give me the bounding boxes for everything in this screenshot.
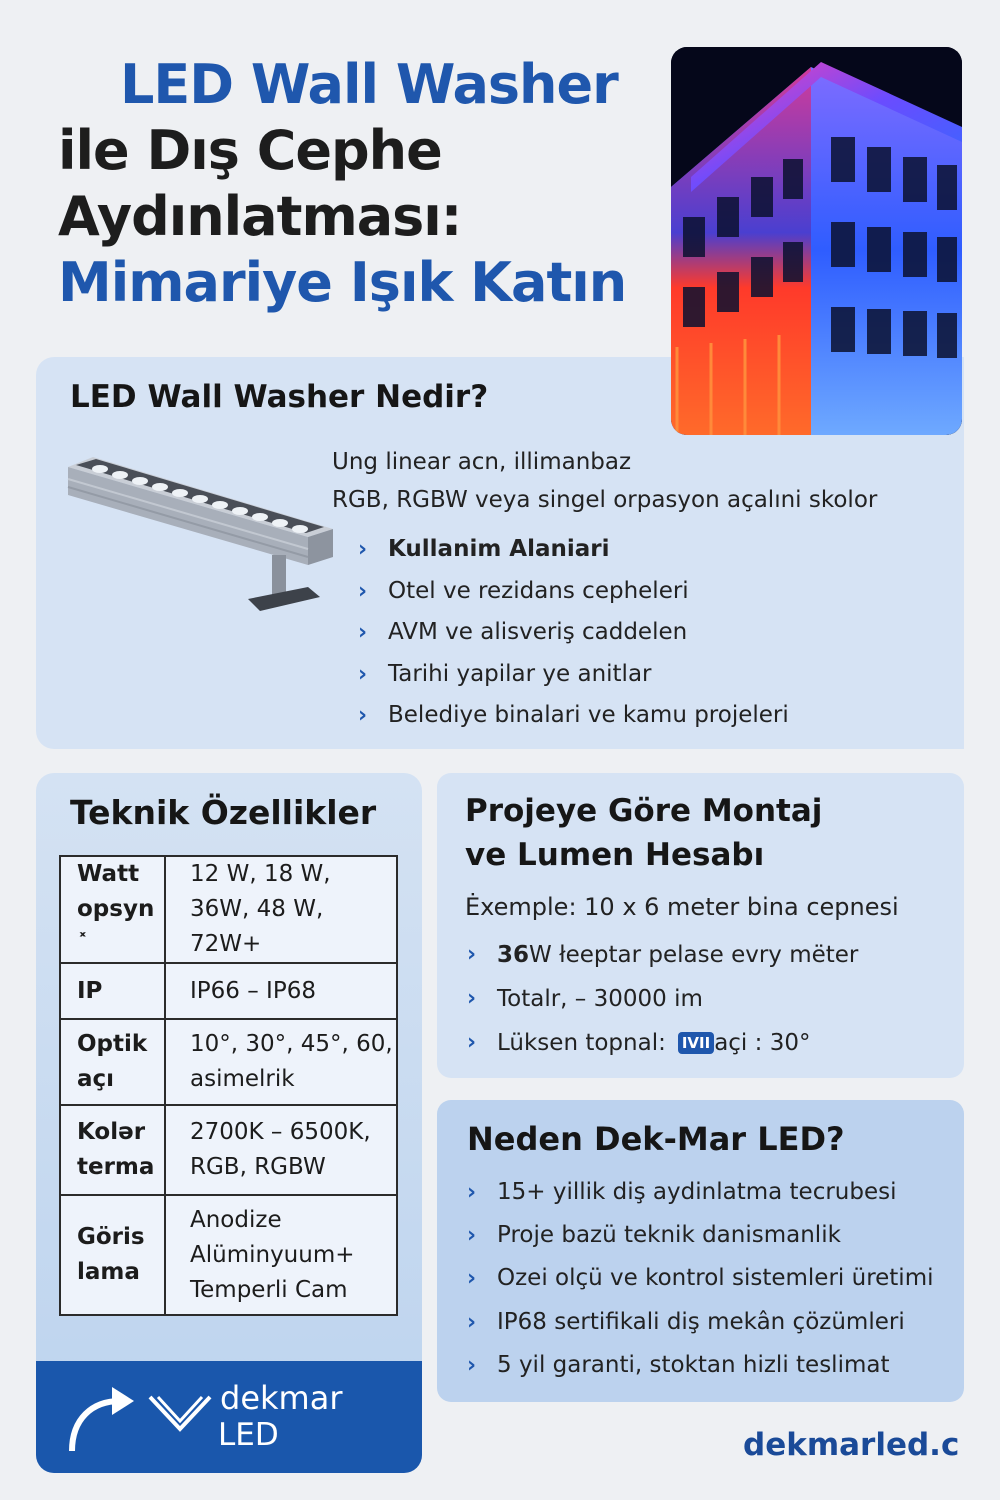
why-item-label: 5 yil garanti, stoktan hizli teslimat	[497, 1351, 890, 1378]
chevron-right-icon: ›	[358, 620, 368, 645]
chevron-right-icon: ›	[467, 1030, 477, 1055]
technical-specs-panel	[36, 773, 422, 1473]
wall-washer-fixture-image	[58, 437, 338, 637]
chevron-right-icon: ›	[467, 986, 477, 1011]
chevron-right-icon: ›	[467, 1309, 477, 1335]
why-dekmar-panel	[437, 1100, 964, 1402]
lux-badge: IVII	[678, 1032, 714, 1054]
spec-value: 2700K – 6500K, RGB, RGBW	[165, 1105, 397, 1195]
chevron-right-icon: ›	[467, 1223, 477, 1249]
usage-list	[358, 529, 789, 737]
description-line-1: Ung linear acn, illimanbaz	[332, 449, 632, 475]
spec-value: 10°, 30°, 45°, 60, asimelrik	[165, 1019, 397, 1105]
list-item	[358, 695, 789, 737]
list-item	[467, 1021, 858, 1065]
why-item-label: Ozei olçü ve kontrol sistemleri üretimi	[497, 1265, 934, 1292]
table-row	[60, 1019, 397, 1105]
title-line-2: ile Dış Cephe	[58, 119, 442, 182]
spec-value: Anodize Alüminyuum+ Temperli Cam	[165, 1195, 397, 1315]
list-item	[467, 1214, 934, 1257]
list-item	[467, 933, 858, 977]
list-item	[467, 1257, 934, 1300]
description-line-2: RGB, RGBW veya singel orpasyon açalıni skolor	[332, 487, 878, 513]
title-line-4: Mimariye Işık Katın	[58, 251, 627, 314]
brand-name: dekmar	[220, 1379, 343, 1417]
website-link[interactable]: dekmarled.c	[743, 1427, 960, 1463]
usage-item-label: Tarihi yapilar ye anitlar	[388, 660, 652, 687]
table-row	[60, 856, 397, 963]
why-item-label: Proje bazü teknik danismanlik	[497, 1222, 841, 1249]
mount-heading-line-2: ve Lumen Hesabı	[465, 837, 765, 873]
table-row	[60, 1105, 397, 1195]
table-row	[60, 963, 397, 1019]
spec-key: Göris lama	[60, 1195, 165, 1315]
mount-item-text: Totalr, – 30000 im	[497, 986, 703, 1012]
page-title	[58, 52, 658, 316]
mount-example: Ėxemple: 10 x 6 meter bina cepnesi	[465, 893, 899, 921]
mount-item-text: Lüksen topnal:	[497, 1030, 666, 1056]
why-item-label: IP68 sertifikali diş mekân çözümleri	[497, 1308, 905, 1335]
chevron-right-icon: ›	[467, 1266, 477, 1292]
chevron-right-icon: ›	[358, 661, 368, 687]
spec-key: Optik açı	[60, 1019, 165, 1105]
chevron-right-icon: ›	[358, 578, 368, 604]
what-heading: LED Wall Washer Nedir?	[70, 379, 489, 415]
brand-sub: LED	[218, 1417, 279, 1453]
table-row	[60, 1195, 397, 1315]
why-item-label: 15+ yillik diş aydinlatma tecrubesi	[497, 1179, 897, 1205]
curved-arrow-icon	[62, 1379, 142, 1459]
usage-item-label: Otel ve rezidans cepheleri	[388, 577, 689, 604]
mount-item-text: W łeeptar pelase evry mëter	[529, 942, 859, 968]
spec-key: IP	[60, 963, 165, 1019]
chevron-right-icon: ›	[467, 942, 477, 967]
chevron-right-icon: ›	[467, 1352, 477, 1378]
list-item	[358, 571, 789, 613]
mounting-panel	[437, 773, 964, 1078]
list-item	[358, 612, 789, 654]
mount-heading-line-1: Projeye Göre Montaj	[465, 793, 823, 829]
spec-key: Kolər terma	[60, 1105, 165, 1195]
usage-heading: Kullanim Alaniari	[388, 536, 610, 562]
chevron-right-icon: ›	[467, 1180, 477, 1205]
mount-list	[467, 933, 858, 1065]
building-facade-image	[671, 47, 962, 435]
mount-item-text: açi : 30°	[714, 1030, 811, 1056]
tech-heading: Teknik Özellikler	[70, 793, 377, 832]
chevron-right-icon: ›	[358, 703, 368, 728]
spec-key: Watt opsyn˟	[60, 856, 165, 963]
title-line-3: Aydınlatması:	[58, 185, 462, 248]
list-item	[467, 1301, 934, 1344]
dekmar-logo-icon	[144, 1383, 216, 1443]
list-item	[467, 1171, 934, 1214]
spec-value: 12 W, 18 W, 36W, 48 W, 72W+	[165, 856, 397, 963]
list-item	[467, 977, 858, 1021]
usage-item-label: Belediye binalari ve kamu projeleri	[388, 702, 789, 728]
what-description	[332, 443, 877, 519]
list-item	[467, 1344, 934, 1387]
brand-footer	[36, 1361, 422, 1473]
title-line-1: LED Wall Washer	[120, 53, 618, 116]
why-heading: Neden Dek-Mar LED?	[467, 1120, 845, 1158]
specs-table	[59, 855, 398, 1316]
spec-value: IP66 – IP68	[165, 963, 397, 1019]
chevron-right-icon: ›	[358, 537, 368, 562]
lit-building-illustration	[671, 47, 962, 435]
usage-heading-item	[358, 529, 789, 571]
why-list	[467, 1171, 934, 1387]
mount-heading	[465, 789, 822, 877]
list-item	[358, 654, 789, 696]
usage-item-label: AVM ve alisveriş caddelen	[388, 619, 688, 645]
mount-item-bold: 36	[497, 942, 530, 968]
